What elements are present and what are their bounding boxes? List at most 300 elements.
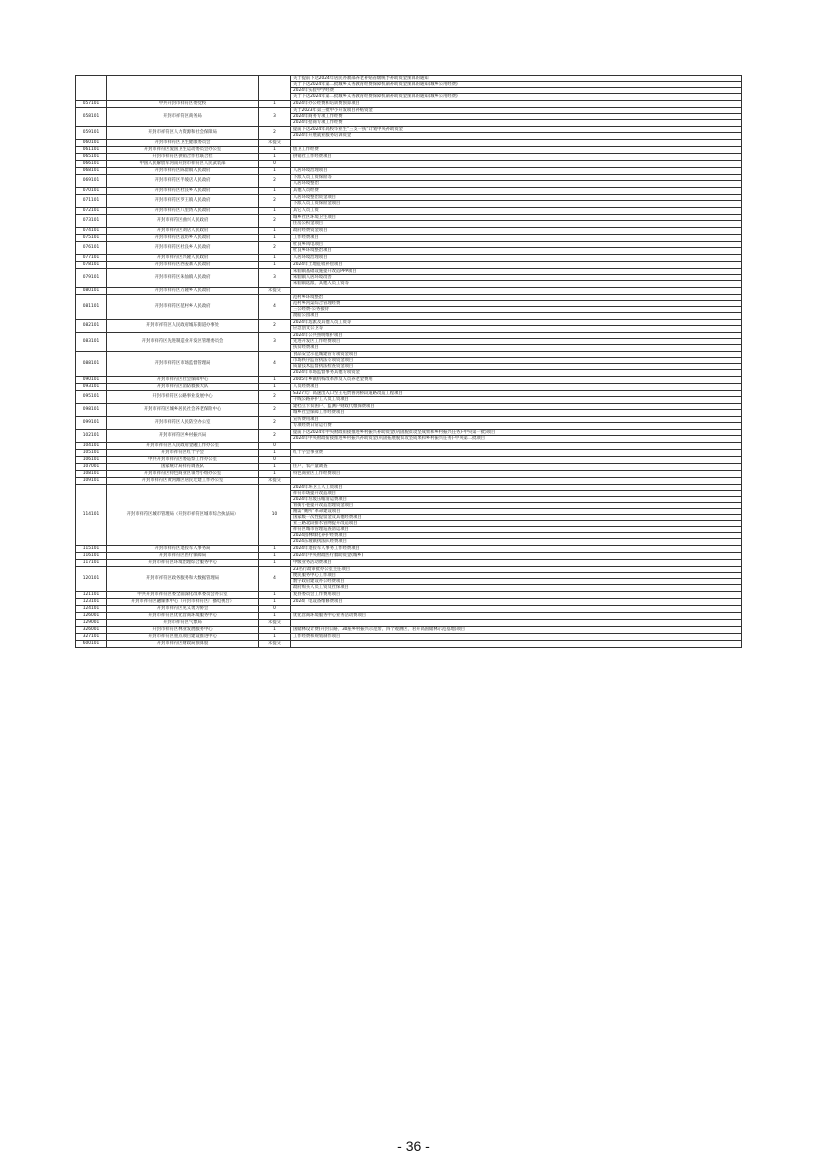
project-items-cell [291,352,742,377]
project-item: 关于下达2024年第二批城乡义务教育经费保障机制补助资金预算的通知(城乡公用经费) [291,82,741,88]
table-row [76,485,742,546]
project-item: 便民服务中心工作项目 [291,573,741,579]
project-items-cell [291,147,742,154]
unit-name-cell: 开封市祥符区环境治理综合服务中心 [107,560,259,567]
unit-code-cell: 065101 [76,154,107,161]
project-item: 国家级一次性提留金及其他经费项目 [291,515,741,521]
project-item: 人居环境治理项目 [293,255,328,260]
table-row [76,599,742,606]
table-row [76,76,742,101]
unit-name-cell: 开封市祥符区市场监督管理局 [107,352,259,377]
table-row [76,546,742,553]
project-item: 工作经费和规划制作项目 [293,634,341,639]
project-count-cell: 1 [259,208,291,215]
table-row [76,255,742,262]
project-items-cell [291,450,742,457]
table-row [76,613,742,620]
unit-name-cell: 开封市祥符区朱仙镇人民政府 [107,269,259,288]
project-item: 朱仙镇人居环境改善 [291,275,741,281]
project-items-cell [291,269,742,288]
project-items-cell [291,560,742,567]
project-item: 特色商业区工作经费项目 [293,471,341,476]
project-count-cell: 1 [259,592,291,599]
unit-code-cell: 058101 [76,108,107,127]
table-row [76,606,742,613]
project-items-cell [291,215,742,228]
unit-code-cell: 600101 [76,641,107,648]
unit-code-cell: 083101 [76,333,107,352]
table-row [76,620,742,627]
project-item: S327大广高速出入口至王屯贾鲁河桥段道路改造工程项目 [291,391,741,397]
project-item: 数字政府建设办公经费项目 [291,579,741,585]
unit-code-cell: 123101 [76,599,107,606]
table-row [76,478,742,485]
project-item [291,161,741,167]
project-items-cell [291,188,742,195]
project-item: 2024年中央财政医疗救助资金(城乡) [293,553,364,558]
unit-name-cell: 开封市祥符区退役军人事务局 [107,546,259,553]
project-items-cell [291,546,742,553]
unit-code-cell [76,76,107,101]
project-count-cell: 2 [259,195,291,208]
project-item: 2024年选派及其他人员工资等 [291,320,741,326]
project-count-cell: 4 [259,295,291,320]
project-items-cell [291,478,742,485]
project-item: 红十字会事业费 [293,450,324,455]
project-count-cell: 1 [259,262,291,269]
table-row [76,443,742,450]
unit-code-cell: 124101 [76,606,107,613]
unit-name-cell: 开封市祥符区杜良乡人民政府 [107,188,259,195]
unit-name-cell: 开封市祥符区曲兴人民政府 [107,215,259,228]
project-count-cell: 1 [259,147,291,154]
project-count-cell: 1 [259,101,291,108]
project-count-cell: 2 [259,242,291,255]
unit-name-cell: 开封市祥符区陈留镇人民政府 [107,168,259,175]
project-count-cell: 未提交 [259,288,291,295]
project-item: 23名行政审批办公室主任项目 [291,567,741,573]
project-item: 创卫工作经费 [293,147,319,152]
unit-name-cell: 开封市祥符区消防救援大队 [107,384,259,391]
unit-code-cell: 061101 [76,147,107,154]
project-count-cell: 未提交 [259,620,291,627]
project-count-cell: 1 [259,560,291,567]
unit-name-cell: 开封市祥符区气象局 [107,620,259,627]
project-items-cell [291,613,742,620]
project-item: 优化营商环境服务中心业务活动费项目 [293,613,367,618]
project-item [291,620,741,626]
project-item: 2024东坡镇执法队经费项目 [293,539,347,544]
project-item [291,478,741,484]
project-item: 2024年市场监督事务其他专项资金 [293,370,360,375]
unit-name-cell: 开封市祥符区城市管理局（开封市祥符区城市综合执法局） [107,485,259,546]
project-list-table [75,75,742,648]
project-items-cell [291,320,742,333]
project-items-cell [291,634,742,641]
unit-code-cell: 115101 [76,546,107,553]
unit-name-cell: 中共开封市祥符区委全面深化改革委员会办公室 [107,592,259,599]
unit-code-cell: 070101 [76,188,107,195]
unit-name-cell [107,76,259,101]
project-item: 2024年环卫工人工资项目 [291,485,741,491]
unit-name-cell: 开封市祥符区罗王镇人民政府 [107,195,259,208]
project-items-cell [291,377,742,384]
unit-code-cell: 077101 [76,255,107,262]
project-item: 国储林设计费(开封公路、30座乡村振兴示范带、四个观测区、君开高国储林示范基地)项目 [293,627,466,632]
table-row [76,391,742,404]
project-count-cell [259,76,291,101]
table-row [76,108,742,127]
unit-name-cell: 开封市祥符区杜良乡人民政府 [107,242,259,255]
project-item: 专项经费日常运行费 [293,423,332,428]
unit-name-cell: 开封市祥符区人民政府城东街道办事处 [107,320,259,333]
unit-name-cell: 中国人民解放军河南开封市祥符区人民武装部 [107,161,259,168]
project-items-cell [291,553,742,560]
project-items-cell [291,333,742,352]
table-row [76,404,742,417]
unit-name-cell: 开封市祥符区八里湾人民政府 [107,208,259,215]
project-count-cell: 1 [259,464,291,471]
table-row [76,560,742,567]
table-row [76,147,742,154]
unit-name-cell: 开封市祥符区优化营商环境服务中心 [107,613,259,620]
project-count-cell: 2 [259,175,291,188]
project-count-cell: 2 [259,391,291,404]
unit-code-cell: 069101 [76,175,107,188]
project-count-cell: 1 [259,235,291,242]
project-item: 工作经费项目 [293,235,319,240]
unit-name-cell: 开封市祥符区人民防空办公室 [107,417,259,430]
project-items-cell [291,391,742,404]
project-item: 刚需“厕所”革命建设项目 [291,509,741,515]
unit-name-cell: 开封市祥符区医疗保障局 [107,553,259,560]
project-item: 2024年公共照明维护项目 [291,333,741,339]
project-items-cell [291,242,742,255]
unit-code-cell: 076101 [76,242,107,255]
unit-code-cell: 075101 [76,235,107,242]
unit-name-cell: 开封市祥符区爱国卫生运动委员会办公室 [107,147,259,154]
project-item: 提前下达2024年中央财政衔接推进乡村振兴补助资金(巩固脱贫攻坚成果和乡村振兴任务)-中央第一批)项目 [291,430,741,436]
project-items-cell [291,127,742,140]
unit-code-cell: 059101 [76,127,107,140]
table-row [76,320,742,333]
project-count-cell: 0 [259,443,291,450]
project-items-cell [291,195,742,208]
project-item: 2024年退役军人事务工作经费项目 [293,546,360,551]
project-item: 中级业务活动费项目 [293,560,332,565]
project-items-cell [291,295,742,320]
project-count-cell: 未提交 [259,478,291,485]
unit-name-cell: 开封市祥符区万隆乡人民政府 [107,288,259,295]
project-item: 2024年招商专项工作经费 [293,120,343,125]
table-row [76,430,742,443]
unit-code-cell: 066101 [76,161,107,168]
unit-name-cell: 中共开封市祥符区委党校 [107,101,259,108]
unit-name-cell: 开封市祥符区公路事业发展中心 [107,391,259,404]
table-row [76,228,742,235]
unit-name-cell: 开封市祥符区社会保障中心 [107,377,259,384]
table-row [76,384,742,391]
project-item: 2024年办公经费和培训费预算项目 [293,101,360,106]
project-item: 人员经费项目 [293,384,319,389]
table-row [76,627,742,634]
unit-code-cell: 105101 [76,450,107,457]
project-item: 朱仙镇基础设施提升改造PPP项目 [291,269,741,275]
project-item: 干线公路养护工人员工资项目 [293,397,349,402]
project-item: 建档立卡贫困户、监测户财政代缴保费项目 [291,404,741,410]
unit-code-cell: 093101 [76,384,107,391]
project-count-cell: 4 [259,352,291,377]
unit-name-cell: 开封市祥符区范村乡人民政府 [107,295,259,320]
project-items-cell [291,255,742,262]
project-items-cell [291,430,742,443]
unit-name-cell: 开封市祥符区见义勇为协会 [107,606,259,613]
unit-name-cell: 开封市祥符区兴隆人民政府 [107,255,259,262]
unit-name-cell: 开封市祥符区特色商业区领导小组办公室 [107,471,259,478]
project-count-cell: 10 [259,485,291,546]
unit-name-cell: 开封市祥符区财政局预算股 [107,641,259,648]
unit-code-cell: 099101 [76,417,107,430]
project-items-cell [291,108,742,127]
project-item: 2024广电设备维修费项目 [293,599,343,604]
project-count-cell: 1 [259,154,291,161]
unit-code-cell: 088101 [76,352,107,377]
project-item: 关于提前下达2024年居民办教部养老补贴省级统予补助资金预算的通知 [291,76,741,82]
project-items-cell [291,471,742,478]
project-count-cell: 1 [259,450,291,457]
table-row [76,567,742,592]
unit-code-cell: 057101 [76,101,107,108]
project-item: 渡船公园项目 [293,313,319,318]
table-row [76,333,742,352]
unit-code-cell: 080101 [76,288,107,295]
project-item: 2005年乡镇机构改革涉及人员养老金费用 [293,377,373,382]
table-row [76,161,742,168]
unit-name-cell: 开封市祥符区袁坊乡人民政府 [107,235,259,242]
project-item: 质量技术监督执法检查资金项目 [291,364,741,370]
table-row [76,634,742,641]
project-items-cell [291,641,742,648]
table-row [76,208,742,215]
project-item: 祥符市场提升改造项目 [291,491,741,497]
project-count-cell: 2 [259,417,291,430]
project-count-cell: 2 [259,320,291,333]
unit-name-cell: 开封市祥符区供销合作社联合社 [107,154,259,161]
unit-code-cell: 095101 [76,391,107,404]
project-item: 政府经费资金项目 [293,228,328,233]
unit-name-cell: 国家统计局祥符调查队 [107,464,259,471]
project-items-cell [291,384,742,391]
project-count-cell: 2 [259,215,291,228]
unit-name-cell: 开封市祥符区卫生健康委员会 [107,140,259,147]
project-items-cell [291,161,742,168]
project-count-cell: 3 [259,269,291,288]
unit-name-cell: 开封市祥符区政务服务和大数据管理局 [107,567,259,592]
unit-code-cell: 129001 [76,620,107,627]
unit-code-cell: 079101 [76,269,107,288]
table-row [76,417,742,430]
unit-code-cell: 120101 [76,567,107,592]
table-row [76,553,742,560]
table-row [76,457,742,464]
unit-name-cell: 开封市祥符区林业发展服务中心 [107,627,259,634]
project-item: 复县委员会工作费用项目 [293,592,341,597]
project-item: 城乡社区环境卫生项目 [291,215,741,221]
unit-code-cell: 071101 [76,195,107,208]
project-count-cell: 1 [259,168,291,175]
project-items-cell [291,485,742,546]
table-row [76,154,742,161]
unit-code-cell: 117101 [76,560,107,567]
project-items-cell [291,228,742,235]
project-count-cell: 0 [259,457,291,464]
project-item [291,606,741,612]
unit-name-cell: 开封市祥符区先进制造业开发区管理委员会 [107,333,259,352]
project-item: 下派人员工资保险等 [291,175,741,181]
project-item: 2024年开展就业服务培训资金 [293,133,352,138]
table-body [76,76,742,648]
project-item: 住户、农产量调查 [293,464,328,469]
project-count-cell: 未提交 [259,140,291,147]
project-items-cell [291,457,742,464]
unit-name-cell: 开封市祥符区半坡店人民政府 [107,175,259,188]
project-items-cell [291,417,742,430]
project-item: 人居环境整治资金项目 [291,195,741,201]
project-count-cell: 4 [259,567,291,592]
unit-code-cell: 104101 [76,443,107,450]
project-count-cell: 1 [259,377,291,384]
project-count-cell: 2 [259,127,291,140]
unit-name-cell: 开封市祥符区西姜寨人民政府 [107,262,259,269]
table-row [76,592,742,599]
project-count-cell: 未提交 [259,641,291,648]
project-count-cell: 2 [259,430,291,443]
project-items-cell [291,154,742,161]
project-item: 背街小巷提升改造治理资金项目 [291,503,741,509]
project-items-cell [291,140,742,147]
project-item: 其它人员工资 [293,208,319,213]
project-item: 2024年垃圾压缩清运费项目 [291,497,741,503]
table-row [76,175,742,188]
project-count-cell: 3 [259,108,291,127]
unit-code-cell: 090101 [76,377,107,384]
project-item: 住房公积金项目 [293,221,324,226]
unit-code-cell: 074101 [76,228,107,235]
project-item: 先进开发区工作经费项目 [291,339,741,345]
project-count-cell: 1 [259,228,291,235]
project-count-cell: 1 [259,471,291,478]
project-item: 城乡社会保障工作经费项目 [293,410,345,415]
project-count-cell: 1 [259,255,291,262]
unit-name-cell: 开封市祥符区人力资源和社会保障局 [107,127,259,140]
unit-code-cell: 108101 [76,471,107,478]
project-item: 食品安全示范城建管专项资金项目 [291,352,741,358]
project-item: 杜良乡环境整治项目 [293,248,332,253]
unit-name-cell: 开封市祥符区刘店人民政府 [107,228,259,235]
unit-code-cell: 082101 [76,320,107,333]
project-item: 2024年中央财政衔接推进乡村振兴补助资金(巩固拓展脱贫攻坚成果和乡村振兴任务)-中央第二批项目 [293,436,486,441]
table-row [76,127,742,140]
project-count-cell: 1 [259,613,291,620]
project-item: 人居环境治理项目 [293,168,328,173]
project-item: 朱仙镇选派、其他人员工资等 [293,281,349,286]
project-item: 供销社工作经费项目 [293,154,332,159]
project-item: 杜良乡风电项目 [291,242,741,248]
unit-code-cell: 107001 [76,464,107,471]
table-row [76,140,742,147]
project-item: 2024园林绿化养护经费项目 [291,533,741,539]
unit-code-cell: 327101 [76,634,107,641]
table-row [76,215,742,228]
project-item: 应急创文公卫等 [293,326,324,331]
project-item: 关于下达2024年第二批城乡义务教育经费保障机制补助资金预算的通知(城乡公用经费) [293,94,458,99]
unit-name-cell: 开封市祥符区融媒体中心（开封市祥符区广播电视台） [107,599,259,606]
project-item: 政府购买人员工资及社保项目 [293,585,349,590]
project-item: 祥符区城市管理巡查清运项目 [291,527,741,533]
unit-code-cell: 060101 [76,140,107,147]
project-items-cell [291,168,742,175]
unit-code-cell: 109101 [76,478,107,485]
unit-name-cell: 中共开封市祥符区委巡察工作办公室 [107,457,259,464]
project-items-cell [291,262,742,269]
project-count-cell: 1 [259,599,291,606]
table-row [76,377,742,384]
project-item [291,443,741,449]
table-row [76,641,742,648]
project-item: 扶贫经费项目 [293,345,319,350]
project-count-cell: 1 [259,553,291,560]
unit-code-cell: 068101 [76,168,107,175]
project-count-cell: 3 [259,333,291,352]
project-item: 人居环境整治 [293,181,319,186]
unit-code-cell: 326001 [76,627,107,634]
project-item: 提前下达2024年高校毕业生“三支一扶”计划中央补助资金 [291,127,741,133]
project-count-cell: 0 [259,161,291,168]
unit-code-cell: 126001 [76,613,107,620]
project-item [291,457,741,463]
project-item [291,288,741,294]
unit-code-cell: 078101 [76,262,107,269]
project-items-cell [291,443,742,450]
project-items-cell [291,76,742,101]
table-row [76,235,742,242]
unit-code-cell: 081101 [76,295,107,320]
unit-name-cell: 开封市祥符区商务局 [107,108,259,127]
project-item: 2024年实验中学经费 [291,88,741,94]
project-items-cell [291,288,742,295]
project-items-cell [291,627,742,634]
project-item: 范村乡环境整治 [291,295,741,301]
unit-name-cell: 开封市祥符区重点项目建设推进中心 [107,634,259,641]
project-count-cell: 1 [259,627,291,634]
project-items-cell [291,235,742,242]
table-row [76,168,742,175]
project-items-cell [291,101,742,108]
project-items-cell [291,592,742,599]
unit-name-cell: 开封市祥符区城乡居民社会养老保险中心 [107,404,259,417]
table-row [76,352,742,377]
table-row [76,288,742,295]
table-row [76,242,742,255]
table-row [76,295,742,320]
project-items-cell [291,606,742,613]
project-item [291,641,741,647]
unit-name-cell: 开封市祥符区红十字会 [107,450,259,457]
project-item: 宣传费用项目 [291,417,741,423]
unit-code-cell: 098101 [76,404,107,417]
project-item: 三公经费-公务接待 [291,307,741,313]
unit-name-cell: 开封市祥符区乡村振兴局 [107,430,259,443]
